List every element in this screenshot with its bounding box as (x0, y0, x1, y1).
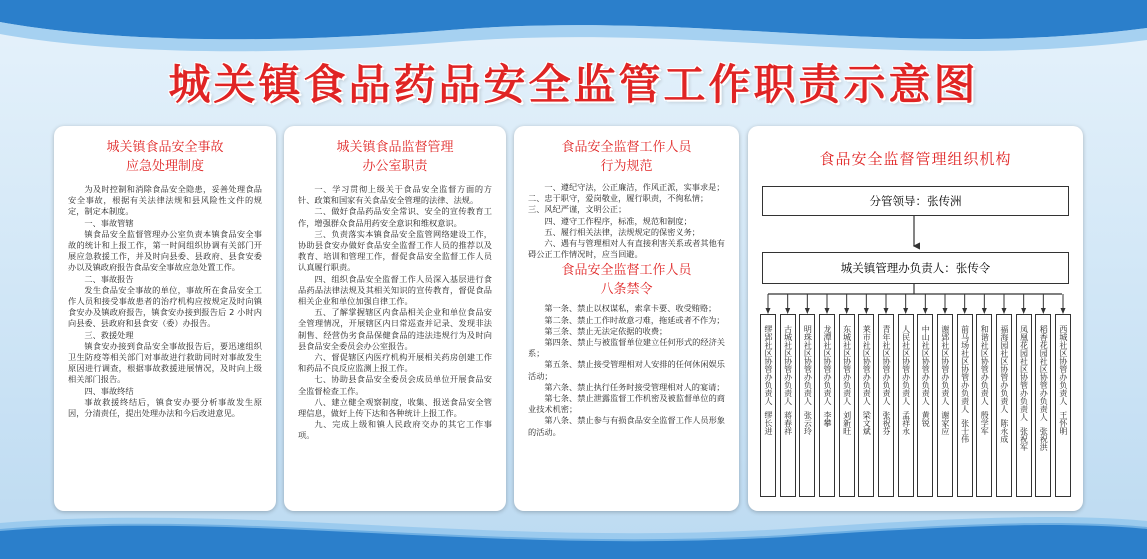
norm-item: 五、履行相关法律，法规规定的保密义务； (544, 226, 700, 237)
ban-item: 第六条、禁止执行任务时接受管理相对人的宴请； (544, 381, 725, 392)
unit-column (996, 314, 1012, 497)
conduct-norms (514, 182, 739, 260)
emergency-procedure-panel (54, 126, 276, 511)
norm-item: 一、遵纪守法，公正廉洁，作风正派，实事求是； (544, 182, 725, 192)
paragraph: 二、事故报告 (84, 273, 134, 284)
unit-name: 中山社区协管办负责人 (921, 325, 931, 405)
org-structure-panel (748, 126, 1083, 511)
norm-item: 六、遇有与管理相对人有直接利害关系或者其他有碍公正工作情况时，应当回避。 (528, 238, 725, 260)
paragraph: 事故救援终结后，镇食安办要分析事故发生原因，分清责任，提出处理办法和今后改进意见。 (68, 396, 262, 419)
ban-item: 第一条、禁止以权谋私，索拿卡要、收受贿赂； (544, 303, 717, 314)
paragraph: 八、建立健全观察制度，收集、报送食品安全管理信息，做好上传下达和各种统计上报工作。 (298, 396, 492, 419)
page-title: 城关镇食品药品安全监管工作职责示意图 (168, 60, 979, 109)
norm-item: 四、遵守工作程序，标准，规范和制度； (544, 215, 692, 226)
paragraph: 九、完成上级和镇人民政府交办的其它工作事项。 (298, 419, 492, 441)
unit-name: 古城社区协管办负责人 (783, 325, 793, 405)
unit-column (937, 314, 953, 497)
unit-name: 福海园社区协管办负责人 (999, 325, 1009, 413)
unit-person: 刘新旺 (842, 411, 852, 435)
unit-person: 张祝洪 (1039, 427, 1049, 451)
ban-item: 第二条、禁止工作时故意刁难，拖延或者不作为； (544, 314, 725, 325)
paragraph: 四、组织食品安全监督工作人员深入基层进行食品药品法律法规及其相关知识的宣传教育，督促食品相关企业和单位加强自律工作。 (298, 273, 492, 307)
panel-body (284, 184, 506, 442)
panel-heading: 城关镇食品安全事故 (106, 140, 224, 155)
office-duties-panel (284, 126, 506, 511)
paragraph: 镇食品安全监督管理办公室负责本镇食品安全事故的统计和上报工作，第一时间组织协调有关部门开展应急救援工作，并及时向县委、县政府、县食安委办以及镇政府报告食品安全事故应急处置工作。 (68, 228, 262, 273)
panel-subheading: 办公室职责 (362, 159, 428, 174)
unit-name: 莱市社区协管办负责人 (862, 325, 872, 405)
ban-item: 第五条、禁止接受管理相对人安排的任何休闲娱乐活动； (528, 359, 725, 381)
unit-column (898, 314, 914, 497)
panel-heading: 城关镇食品监督管理 (336, 140, 454, 155)
unit-name: 人民社区协管办负责人 (901, 325, 911, 405)
unit-column (917, 314, 933, 497)
paragraph: 七、协助县食品安全委员会成员单位开展食品安全监督检查工作。 (298, 374, 492, 396)
unit-column (760, 314, 776, 497)
unit-column (878, 314, 894, 497)
paragraph: 三、负责落实本镇食品安全监管网络建设工作，协助县食安办做好食品安全监督工作人员的推荐以及教育、培训和管理工作，督促食品安全监督工作人员认真履行职责。 (298, 228, 492, 273)
unit-person: 蒋春祥 (783, 411, 793, 435)
ban-list (514, 303, 739, 437)
unit-name: 前马场社区协管办负责人 (960, 325, 970, 413)
unit-column (780, 314, 796, 497)
unit-column (1016, 314, 1032, 497)
unit-name: 缪郢社区协管办负责人 (764, 325, 773, 405)
paragraph: 六、督促辖区内医疗机构开展相关药房创建工作和药品不良反应监测上报工作。 (298, 352, 492, 374)
unit-person: 张祝芬 (881, 411, 891, 435)
unit-name: 凤凰花园社区协管办负责人 (1019, 325, 1029, 421)
ban-subheading: 八条禁令 (600, 282, 653, 298)
unit-column (1055, 314, 1071, 497)
panel-subheading: 应急处理制度 (125, 159, 204, 174)
paragraph: 二、做好食品药品安全常识、安全的宣传教育工作，增强群众食品用药安全意识和维权意识。 (298, 206, 492, 228)
leader-box: 分管领导：张传洲 (762, 186, 1069, 216)
ban-item: 第三条、禁止无法定依据的收费； (544, 325, 668, 336)
unit-name: 龙潭社区协管办负责人 (822, 325, 832, 405)
paragraph: 一、学习贯彻上级关于食品安全监督方面的方针、政策和国家有关食品安全管理的法律、法规。 (298, 184, 492, 206)
paragraph: 三、救援处理 (84, 329, 134, 340)
ban-heading: 食品安全监督工作人员 (561, 263, 692, 279)
unit-name: 稻香花园社区协管办负责人 (1039, 325, 1049, 421)
unit-person: 孟祥永 (901, 411, 911, 435)
ban-item: 第八条、禁止参与有损食品安全监督工作人员形象的活动。 (528, 415, 725, 437)
unit-person: 张云玲 (803, 411, 813, 435)
norm-item: 三、风纪严谨，文明公正； (528, 204, 627, 215)
unit-name: 谢郢社区协管办负责人 (940, 325, 950, 405)
unit-person: 李攀 (822, 411, 832, 427)
unit-person: 陈永成 (999, 419, 1009, 443)
unit-column (799, 314, 815, 497)
unit-person: 殷学军 (980, 411, 990, 435)
conduct-rules-panel (514, 126, 739, 511)
paragraph: 一、事故管辖 (84, 217, 134, 228)
unit-person: 谢家应 (940, 411, 950, 435)
norm-item: 二、忠于职守，爱岗敬业，履行职责，不徇私情； (528, 193, 709, 204)
unit-column (858, 314, 874, 497)
unit-name: 青年社区协管办负责人 (881, 325, 891, 405)
unit-column (976, 314, 992, 497)
unit-column (819, 314, 835, 497)
ban-item: 第七条、禁止泄露监督工作机密及被监督单位的商业技术机密； (528, 393, 725, 415)
unit-columns (760, 314, 1071, 497)
paragraph: 为及时控制和消除食品安全隐患，妥善处理食品安全事故，根据有关法律法规和县风险性文件的规定，制定本制度。 (68, 184, 262, 217)
panel-heading: 食品安全监督管理组织机构 (819, 150, 1012, 168)
unit-person: 缪长进 (764, 411, 773, 435)
unit-person: 梁文斌 (862, 411, 872, 435)
paragraph: 发生食品安全事故的单位，事故所在食品安全工作人员和接受事故患者的治疗机构应按规定及时向镇食安办及镇政府报告，镇食安办接到报告后 2 小时内向县委、县政府和县食安（委）办报告。 (68, 284, 262, 329)
panel-subheading: 行为规范 (600, 159, 653, 174)
unit-column (1035, 314, 1051, 497)
unit-name: 和谐社区协管办负责人 (980, 325, 990, 405)
unit-name: 西城社区协管办负责人 (1058, 325, 1068, 405)
panel-heading: 食品安全监督工作人员 (561, 140, 692, 155)
responsible-box: 城关镇管理办负责人：张传令 (762, 252, 1069, 284)
unit-person: 张士伟 (960, 419, 970, 443)
unit-person: 王怀明 (1058, 411, 1068, 435)
paragraph: 四、事故终结 (84, 385, 134, 396)
unit-name: 东城社区协管办负责人 (842, 325, 852, 405)
paragraph: 镇食安办接到食品安全事故报告后，要迅速组织卫生防疫等相关部门对事故进行救助同时对事故发生原因进行调查，根据事故救援进展情况，及时向上级相关部门报告。 (68, 340, 262, 385)
unit-column (839, 314, 855, 497)
unit-column (957, 314, 973, 497)
unit-person: 黄锐 (921, 411, 931, 427)
unit-name: 明珠社区协管办负责人 (803, 325, 813, 405)
panel-body (54, 184, 276, 419)
ban-item: 第四条、禁止与被监督单位建立任何形式的经济关系； (528, 337, 725, 359)
unit-person: 张祝军 (1019, 427, 1029, 451)
paragraph: 五、了解掌握辖区内食品相关企业和单位食品安全管理情况，开展辖区内日常巡查并记录、发现非法制售、经营伪劣食品保健食品的违法违规行为及时向县食品安全委员会办公室报告。 (298, 307, 492, 351)
